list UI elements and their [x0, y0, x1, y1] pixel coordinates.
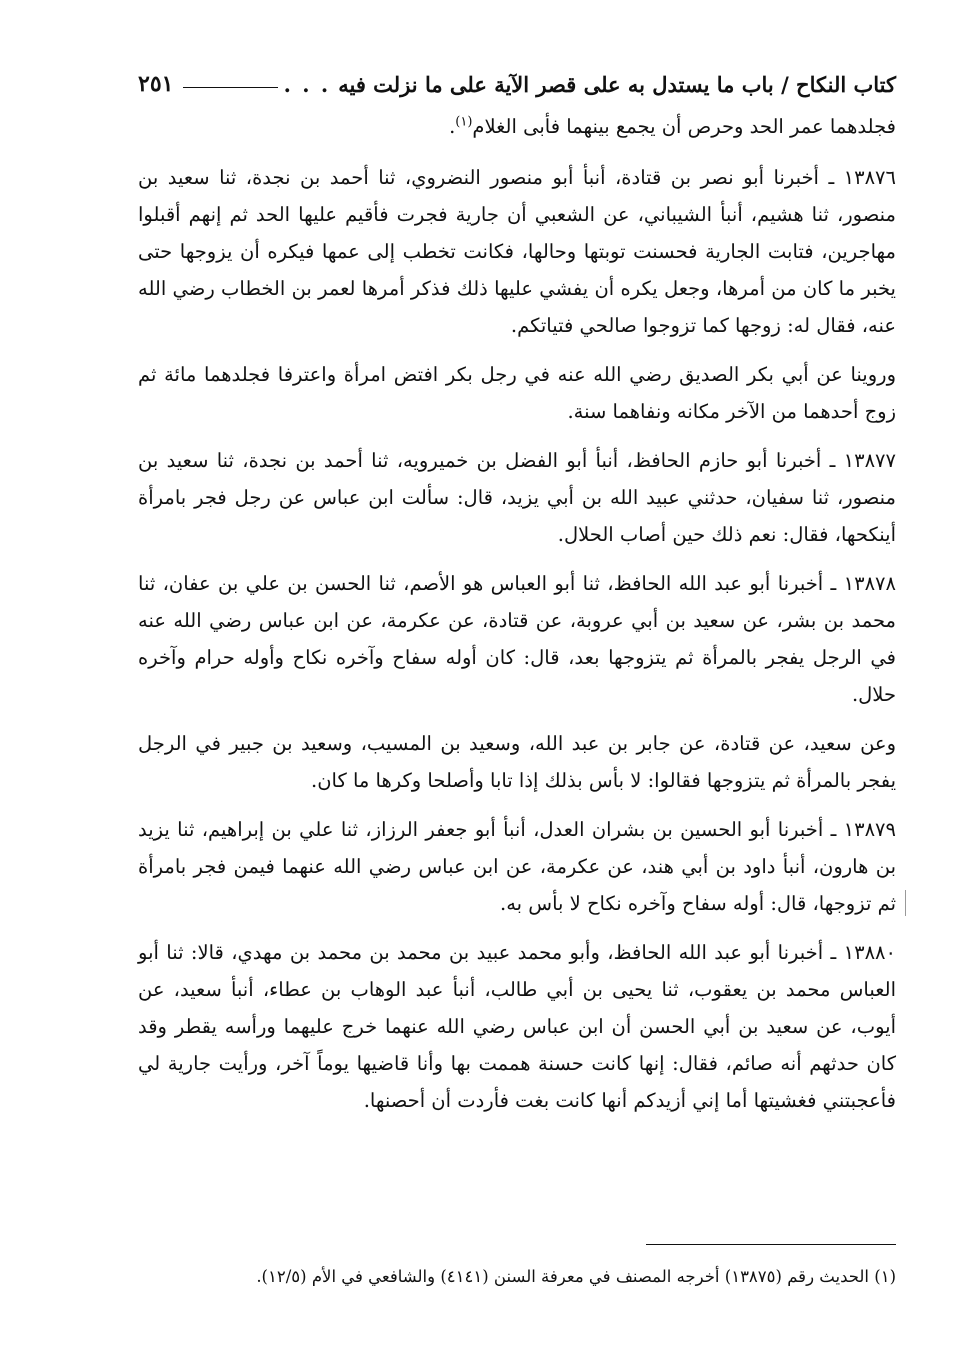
footnote-marker: (١): [455, 114, 473, 130]
footnote: (١) الحديث رقم (١٣٨٧٥) أخرجه المصنف في معرفة السنن (٤١٤١) والشافعي في الأم (١٢/٥).: [256, 1267, 896, 1286]
header-rule: [183, 87, 277, 88]
hadith-13880: ١٣٨٨٠ ـ أخبرنا أبو عبد الله الحافظ، وأبو محمد عبيد بن محمد بن محمد بن مهدي، قالا: ثنا أبو العباس محمد بن يعقوب، ثنا يحيى بن أبي طالب، أنبأ عبد الوهاب بن عطاء، أنبأ سعيد، عن أيوب، عن سعيد بن أبي الحسن أن ابن عباس رضي الله عنهما خرج عليهما ورأسه يقطر وقد كان حدثهم أنه صائم، فقال: إنها كانت حسنة هممت بها وأنا قاضيها يوماً آخر، ورأيت جارية لي فأعجبتني فغشيتها أما إني أزيدكم أنها كانت بغت فأردت أن أحصنها.: [138, 941, 896, 1112]
book-page: [138, 66, 896, 1356]
paragraph-text: فجلدهما عمر الحد وحرص أن يجمع بينهما فأبى الغلام: [472, 115, 896, 138]
body-text: [138, 108, 896, 1119]
page-number: ٢٥١: [138, 71, 174, 97]
hadith-13878: ١٣٨٧٨ ـ أخبرنا أبو عبد الله الحافظ، ثنا أبو العباس هو الأصم، ثنا الحسن بن علي بن عفان، ثنا محمد بن بشر، عن سعيد بن أبي عروبة، عن قتادة، عن عكرمة، عن ابن عباس رضي الله عنه في الرجل يفجر بالمرأة ثم يتزوجها بعد، قال: كان أوله سفاح وآخره نكاح وأوله حرام وآخره حلال.: [138, 572, 896, 706]
running-header: [138, 66, 896, 102]
narration-said: وعن سعيد، عن قتادة، عن جابر بن عبد الله، وسعيد بن المسيب، وسعيد بن جبير في الرجل يفجر بالمرأة ثم يتزوجها فقالوا: لا بأس بذلك إذا تابا وأصلحا وكرها ما كان.: [138, 732, 896, 792]
hadith-13879: ١٣٨٧٩ ـ أخبرنا أبو الحسين بن بشران العدل، أنبأ أبو جعفر الرزاز، ثنا علي بن إبراهيم، ثنا يزيد بن هارون، أنبأ داود بن أبي هند، عن عكرمة، عن ابن عباس رضي الله عنهما فيمن فجر بامرأة ثم تزوجها، قال: أوله سفاح وآخره نكاح لا بأس به.: [138, 818, 896, 915]
hadith-13877: ١٣٨٧٧ ـ أخبرنا أبو حازم الحافظ، أنبأ أبو الفضل بن خميرويه، ثنا أحمد بن نجدة، ثنا سعيد بن منصور، ثنا سفيان، حدثني عبيد الله بن أبي يزيد، قال: سألت ابن عباس عن رجل فجر بامرأة أينكحها، فقال: نعم ذلك حين أصاب الحلال.: [138, 449, 896, 546]
paragraph-continuation: [138, 108, 896, 145]
narration-abu-bakr: وروينا عن أبي بكر الصديق رضي الله عنه في رجل بكر افتض امرأة واعترفا فجلدهما مائة ثم زوج أحدهما من الآخر مكانه ونفاهما سنة.: [138, 363, 896, 423]
chapter-title: كتاب النكاح / باب ما يستدل به على قصر الآية على ما نزلت فيه: [338, 71, 896, 97]
paragraph-end-period: .: [449, 115, 456, 138]
margin-mark: [905, 890, 906, 916]
footnote-divider: [646, 1244, 896, 1245]
header-ellipsis: . . .: [283, 71, 331, 97]
hadith-13876: ١٣٨٧٦ ـ أخبرنا أبو نصر بن قتادة، أنبأ أبو منصور النضروي، ثنا أحمد بن نجدة، ثنا سعيد بن منصور، ثنا هشيم، أنبأ الشيباني، عن الشعبي أن جارية فجرت فأقيم عليها الحد ثم إنهم أقبلوا مهاجرين، فتابت الجارية فحسنت توبتها وحالها، فكانت تخطب إلى عمها فيكره أن يزوجها حتى يخبر ما كان من أمرها، وجعل يكره أن يفشي عليها ذلك فذكر أمرها لعمر بن الخطاب رضي الله عنه، فقال له: زوجها كما تزوجوا صالحي فتياتكم.: [138, 166, 896, 337]
